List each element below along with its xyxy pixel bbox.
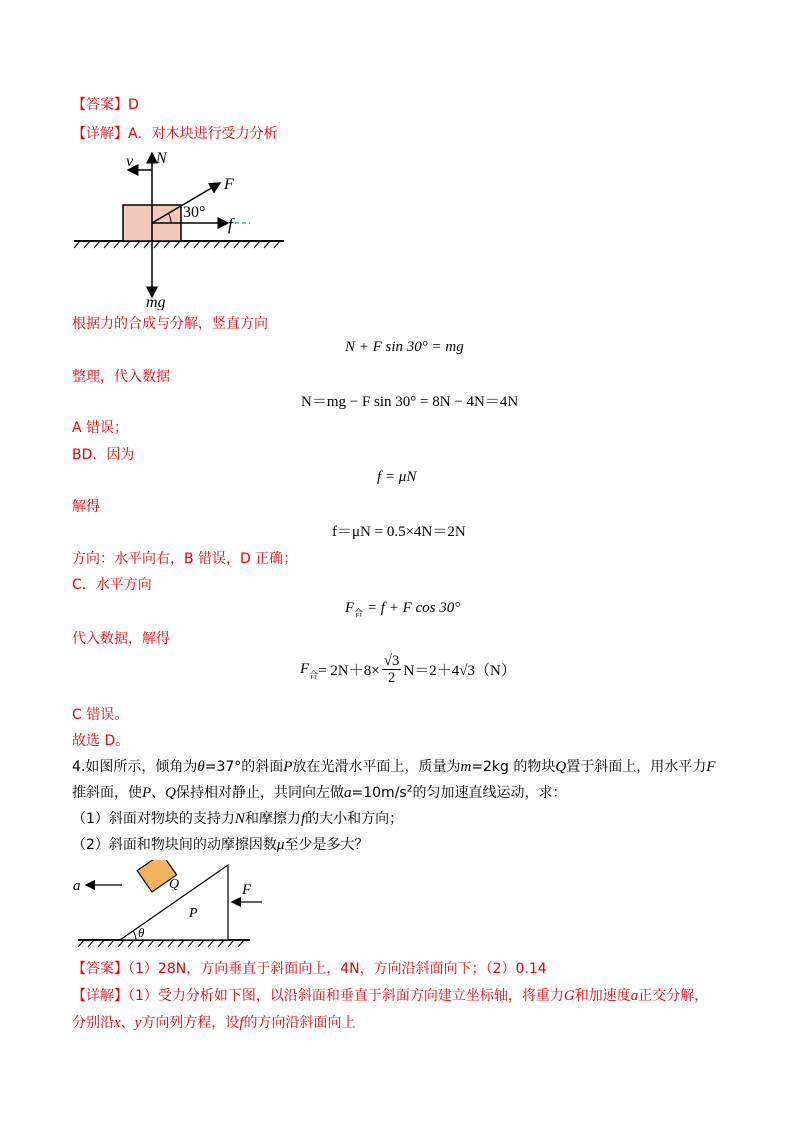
text-line-11: C 错误。 [72,707,129,723]
force-diagram-block [70,145,290,310]
equation-4: f＝μN = 0.5×4N＝2N [332,524,466,540]
eq6-lhs: F [300,661,310,677]
eq6-sub: 合 [309,670,319,680]
text-line-4: 整理，代入数据 [72,369,170,385]
problem-4-line-1 [72,756,715,776]
eq5-rhs: = f + F cos 30° [363,600,461,616]
label-a: a [73,878,81,894]
y-symbol: y [134,1015,142,1031]
incline-diagram [70,860,270,955]
Q-symbol-2: Q [165,785,177,801]
equation-5 [345,600,460,619]
label-f: f [228,215,233,234]
text-line-5: A 错误； [72,420,129,436]
eq5-lhs: F [345,600,355,616]
x-symbol: x [114,1015,121,1031]
text-line-12: 故选 D。 [72,733,130,749]
fraction-denominator: 2 [387,670,396,686]
floor-hatching [78,940,244,947]
ground-hatching [74,241,280,248]
equation-1: N + F sin 30° = mg [345,339,464,355]
G-symbol: G [563,988,575,1004]
m-symbol: m [460,759,472,775]
text-line-10: 代入数据，解得 [72,631,170,647]
line2-c: 的方向沿斜面向上 [243,1015,356,1031]
answer-line-2 [72,958,547,978]
problem-4-line-2 [72,782,566,802]
f-symbol-2: f [239,1015,244,1031]
p1d: =2kg 的物块 [471,759,556,775]
eq6-part-a: = 2N＋8× [318,663,380,679]
detail-line-2 [72,1012,356,1032]
line2-a: 分别沿 [72,1015,114,1031]
fraction-numerator: √3 [383,653,400,669]
eq6-part-b: N＝2＋4√3（N） [403,663,516,679]
q2b: 至少是多大？ [284,837,369,853]
detail2-c: 正交分解， [638,988,709,1004]
answer-tag: 【答案】 [72,97,128,113]
q1a: （1）斜面对物块的支持力 [72,811,235,827]
superscript-2: 2 [406,784,413,795]
equation-3: f = μN [377,469,417,485]
P-symbol-2: P [142,785,152,801]
p2sep: 、 [151,785,166,801]
F-symbol: F [706,759,716,775]
detail2-a: 【详解】（1）受力分析如下图，以沿斜面和垂直于斜面方向建立坐标轴，将重力 [72,988,564,1004]
text-line-6: BD．因为 [72,447,135,463]
label-N: N [156,150,167,167]
detail-heading-2 [72,985,708,1005]
question-1 [72,808,403,828]
problem-number: 4. [72,759,86,775]
p2a: 推斜面，使 [72,785,142,801]
question-2 [72,834,368,854]
text-line-9: C．水平方向 [72,577,152,593]
f-symbol: f [300,811,306,827]
label-v: v [126,153,134,170]
a-symbol-2: a [630,988,639,1004]
Q-symbol: Q [555,759,567,775]
detail-heading-1: 【详解】A．对木块进行受力分析 [72,126,278,142]
q1c: 的大小和方向； [305,811,404,827]
label-angle: 30° [183,204,206,221]
a-symbol: a [344,785,352,801]
text-line-3: 根据力的合成与分解，竖直方向 [72,316,268,332]
N-symbol: N [234,811,245,827]
equation-6 [300,653,516,686]
text-line-7: 解得 [72,499,100,515]
line2-b: 方向列方程，设 [141,1015,240,1031]
label-mg: mg [146,294,166,310]
q1b: 和摩擦力 [244,811,301,827]
label-theta: θ [138,925,145,940]
p2d: 的匀加速直线运动，求： [412,785,567,801]
mu-symbol: μ [276,837,285,853]
label-F2: F [242,882,252,898]
detail2-b: 和加速度 [574,988,631,1004]
line2-sep: 、 [120,1015,135,1031]
answer-value-2: （1）28N，方向垂直于斜面向上，4N，方向沿斜面向下；（2）0.14 [128,961,547,977]
equation-2: N＝mg − F sin 30° = 8N − 4N＝4N [301,394,519,410]
fraction [382,653,402,686]
label-F: F [224,176,234,193]
text-line-8: 方向：水平向右，B 错误，D 正确； [72,551,298,567]
p2c: =10m/s [351,785,407,801]
answer-value: D [128,97,139,113]
p1b: =37°的斜面 [204,759,284,775]
eq5-sub: 合 [354,608,364,618]
p2b: 保持相对静止，共同向左做 [176,785,345,801]
p1e: 置于斜面上，用水平力 [566,759,707,775]
q2a: （2）斜面和物块间的动摩擦因数 [72,837,277,853]
answer-tag-2: 【答案】 [72,961,128,977]
label-Q: Q [169,877,180,892]
p1c: 放在光滑水平面上，质量为 [292,759,461,775]
theta-symbol: θ [197,759,205,775]
P-symbol: P [283,759,293,775]
answer-line-1 [72,94,139,114]
label-P: P [189,906,198,921]
p1a: 如图所示，倾角为 [85,759,198,775]
